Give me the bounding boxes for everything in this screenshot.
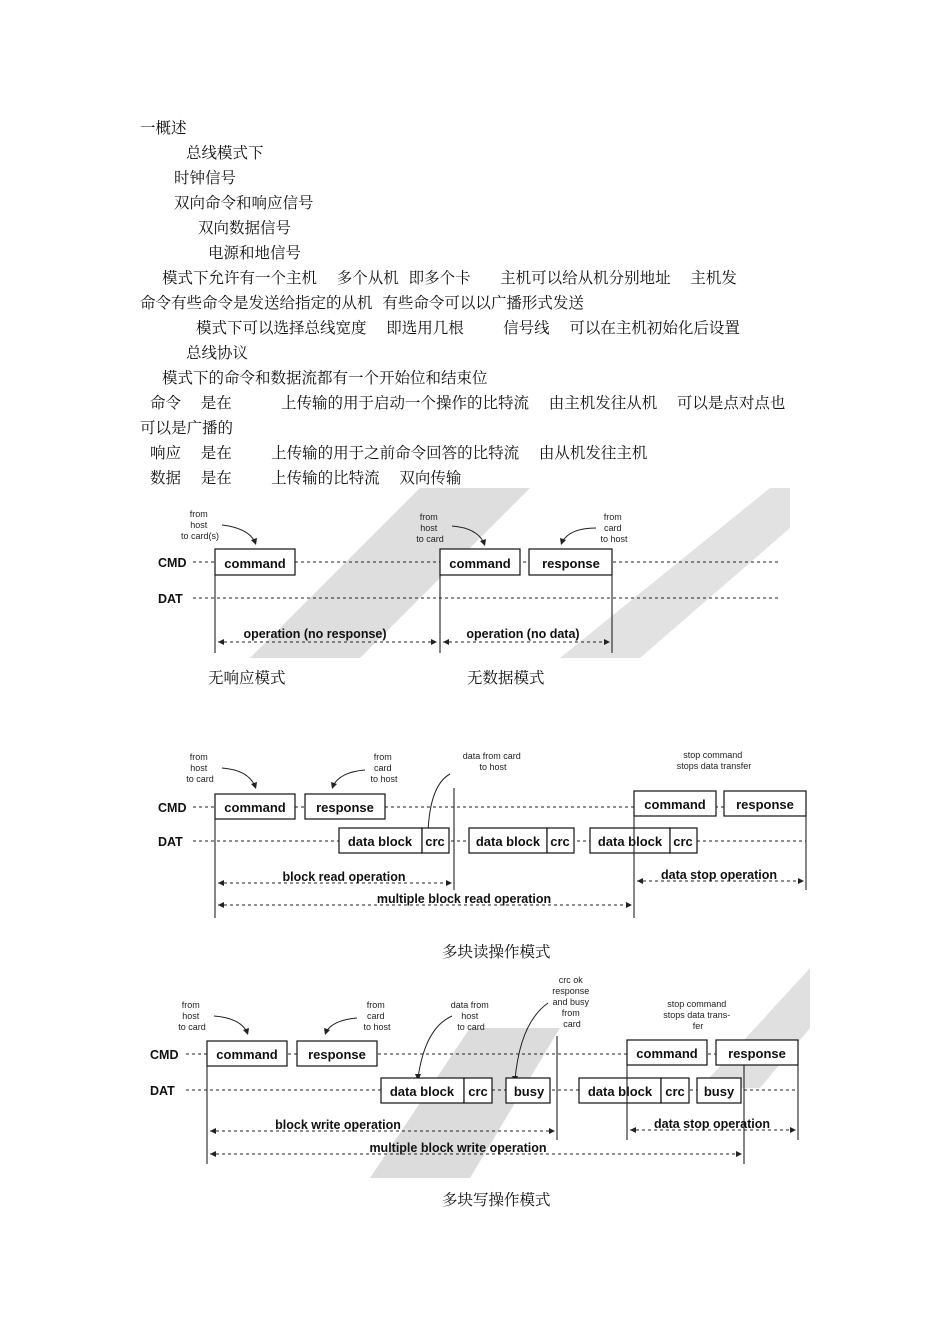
dat-label: DAT [158,835,183,849]
crc-label: crc [673,834,693,849]
cmd-label: CMD [150,1048,179,1062]
note-stop-command: stop command stops data trans- fer [663,999,731,1031]
diagram-no-response-no-data [0,488,950,663]
block-read-label: block read operation [282,870,406,884]
text-line: 数据 是在 上传输的比特流 双向传输 [150,469,462,487]
command-label: command [224,800,286,815]
response-label: response [308,1047,366,1062]
data-block-label: data block [475,834,541,849]
data-stop-label: data stop operation [654,1117,770,1131]
text-line: 命令有些命令是发送给指定的从机 有些命令可以以广播形式发送 [140,294,584,312]
response-label: response [728,1046,786,1061]
note-from-card-to-host: from card to host [363,1000,391,1032]
cmd-label: CMD [158,801,187,815]
arrow [222,525,255,542]
crc-label: crc [425,834,445,849]
command-label: command [636,1046,698,1061]
text-line: 模式下的命令和数据流都有一个开始位和结束位 [162,369,488,387]
text-line: 可以是广播的 [140,419,234,437]
text-line: 时钟信号 [174,169,237,187]
crc-label: crc [468,1084,488,1099]
note-from-host-to-card: from host to card [178,1000,206,1032]
diagram-multi-block-write [0,968,950,1183]
crc-label: crc [550,834,570,849]
arrow [562,528,596,542]
section-title: 一概述 [140,119,187,137]
note-crc-ok-busy: crc ok response and busy from card [552,975,590,1029]
data-stop-label: data stop operation [661,868,777,882]
data-block-label: data block [587,1084,653,1099]
note-from-host-to-cards: from host to card(s) [180,509,220,541]
dat-label: DAT [158,592,183,606]
arrow [222,768,255,786]
dat-label: DAT [150,1084,175,1098]
data-block-label: data block [347,834,413,849]
note-from-card-to-host: from card to host [600,512,628,544]
caption-no-data: 无数据模式 [467,669,545,687]
busy-label: busy [513,1084,545,1099]
diagram-multi-block-read [0,740,950,935]
text-line: 命令 是在 上传输的用于启动一个操作的比特流 由主机发往从机 可以是点对点也 [150,394,786,412]
arrow [326,1018,357,1032]
response-label: response [736,797,794,812]
crc-label: crc [665,1084,685,1099]
data-block-label: data block [389,1084,455,1099]
multi-block-write-label: multiple block write operation [369,1141,547,1155]
command-label: command [216,1047,278,1062]
note-from-card-to-host: from card to host [370,752,398,784]
note-data-from-host: data from host to card [450,1000,489,1032]
text-line: 总线模式下 [186,144,264,162]
op-no-data-label: operation (no data) [466,627,580,641]
arrow [214,1016,247,1032]
command-label: command [644,797,706,812]
arrow [333,770,365,786]
block-write-label: block write operation [275,1118,401,1132]
multi-block-read-label: multiple block read operation [376,892,552,906]
response-label: response [542,556,600,571]
caption-multi-read: 多块读操作模式 [442,943,551,961]
text-line: 双向数据信号 [198,219,292,237]
text-line: 电源和地信号 [208,244,302,262]
note-data-from-card: data from card to host [462,751,521,772]
command-label: command [224,556,286,571]
command-label: command [449,556,511,571]
note-stop-command: stop command stops data transfer [676,750,752,771]
data-block-label: data block [597,834,663,849]
text-line: 模式下允许有一个主机 多个从机 即多个卡 主机可以给从机分别地址 主机发 [162,269,737,287]
caption-no-response: 无响应模式 [208,669,286,687]
note-from-host-to-card: from host to card [186,752,214,784]
text-line: 总线协议 [186,344,249,362]
note-from-host-to-card: from host to card [416,512,444,544]
cmd-label: CMD [158,556,187,570]
response-label: response [316,800,374,815]
text-line: 模式下可以选择总线宽度 即选用几根 信号线 可以在主机初始化后设置 [196,319,740,337]
text-line: 响应 是在 上传输的用于之前命令回答的比特流 由从机发往主机 [150,444,648,462]
text-line: 双向命令和响应信号 [174,194,314,212]
caption-multi-write: 多块写操作模式 [442,1191,551,1209]
arrow [428,774,450,832]
busy-label: busy [703,1084,735,1099]
op-no-response-label: operation (no response) [243,627,387,641]
